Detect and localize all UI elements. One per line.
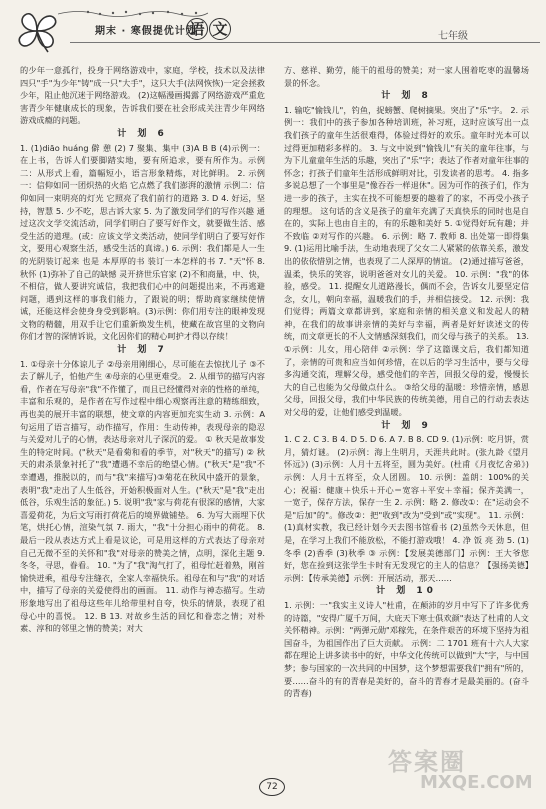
left-column	[20, 64, 265, 635]
header-divider	[70, 42, 540, 43]
answer-paragraph: 1. (1)diāo huáng 僻 憩 (2) 7 聚集、集中 (3)A B B (4)示例一：在上书，告诉人们要脚踏实地，要有所追求，要有所作为。示例二：从形式上看，篇幅短小，语言形象精炼，对比鲜明。 2. 示例一：信仰如同一团炽热的火焰 它点燃了我们澎湃的激情 示例二：信仰如同一束明亮的灯光 它照亮了我们前行的道路 3. D 4. 好运，坚持，智慧 5. 少不吃，思古诉大家 5. 为了激发同学们的写作兴趣 通过这次文学交流活动，同学们明白了要写好作文，就要做生活、感受生活的道理。(或：应该文学文类活动，使同学们明白了要写好作文，要用心观察生活，感受生活的真谛。) 6. 示例：我们都是人一生的光阴装订起来 也是 本厚厚的书 装订一本怎样的书 7. "天"怀 8. 秋怀 (1)弥补了自己的缺憾 灵开挤世乐官家 (2)不和商量，中、快，不相信，做人要讲究诚信，我把我们心中的问题提出来，不再逃避问题，遇到这样的事我们能力，了跟说的明；帮助商家继续使情诚，还能这样会使身身受到影响。(3)示例：你们用专注的眼神发现文物的精髓，用双手让它们重新焕发生机，使藏在故宫里的文物向你们才智的深情诉说，文化因你们的精心呵护才得以存续！	[20, 142, 265, 342]
section-heading: 计 划 10	[376, 586, 437, 597]
section-heading: 计 划 7	[117, 345, 168, 356]
answer-paragraph: 1. ①母亲十分体谅儿子 ②母亲用刚细心，尽可能在去惊扰儿子 ③不去了解儿子，怕他产生 ④母亲的心里更难受。 2. 从细节的描写内容看，作者在写母亲"我"不作懂了，而且已经懂得对亲的性格的单纯，丰富和乐观的，是作者在写作过程中细心观察再注意的精练细致，再也美的展开丰富的联想，使文章的内容更加充实生动 3. 示例：A句运用了语言描写，动作描写，作用：生动传神，表现母亲的隐忍与关爱对儿子的心情，表达母亲对儿子深沉的爱。 ① 秋天是故事发生的特定时间。("秋天"是看菊和看的季节，对"秋天"的描写) ② 秋天的肃杀景象衬托了"我"遭遇不幸后的绝望心情。("秋天"是"我"不幸遭遇，推脱以的，而与"我"来描写)③菊花在秋风中盛开的景象，表明"我"走出了人生低谷，开始积极面对人生。("秋天"是"我"走出低谷，乐观生活的象征。) 5. 说明"我"家与荷花有很深的感情，大家喜爱荷花，为后文写雨打荷花后的境界做铺垫。 6. 为写大雨埋下伏笔，烘托心情，渲染气氛 7. 雨大，"我"十分担心雨中的荷花。 8. 最后一段从表达方式上看是议论，可是用这样的方式表达了母亲对自己无微不至的关怀和"我"对母亲的赞美之情，点明，深化主题 9. 冬冬，寻思，眷看。 10. "为了"我"淘气打了，祖母忙赶着熟，刚首愉快迸乘，祖母专注缝衣，全家人幸福快乐。祖母在和与"我"的对话中，描写了母亲的关爱使得出的画面。 11. 动作与神态描写。生动形象地写出了祖母这些年儿给带里村自夸，快乐的情景，表现了祖母心中的喜悦。 12. B 13. 对故乡生活的回忆和眷恋之情；对朴素、淳和的邻里之情的赞美；对大	[20, 358, 265, 634]
answer-paragraph: 方、慈祥、勤劳，能干的祖母的赞美；对一家人围着吃枣的温馨场景的怀念。	[284, 65, 529, 88]
answer-paragraph: 1. 输吃"愉钱儿"，钓鱼，捉螃蟹、爬树摘果。突出了"乐"字。 2. 示例一：我们中的孩子参加各种培训班，补习班，这时应该写出一点我们孩子的童年生活很难得，体验过得好的欢乐。童年时光本可以过得更加精彩多样的。 3. 与文中说到"愉钱儿"有关的童年往事，与为下儿童童年生活的乐趣，突出了"乐"字；表达了作者对童年往事的怀念；打孩子们童年生活形成鲜明对比，引发读者的思考。 4. 指多多说总想了一个事里是"像吞吞一样退休"。因为可作的孩子们，作为进一步的孩子，主实在找不可能想要的趣着了的家，不再受小孩子的理想。 这句话的含义是孩子的童年充满了天真快乐的同时也是自在的，实际上也由自主的，有的乐趣和美好 5. ①觉得好玩有趣；并不致临 ②对写作的兴趣。 6. 示例：略 7. 教师 8. 出处第一即得集 9. (1)运用比喻手法，生动地表现了父女二人紧紧的依靠关系，激发出的依依惜别之情，也表现了二人深厚的情谊。 (2)通过描写爸爸，温柔，快乐的笑容，说明爸爸对女儿的关爱。 10. 示例："我"的体验，感受。 11. 提醒女儿道路漫长，偶而不会，告诉女儿要坚定信念，女儿，朝向幸福，温暖我们的手，并相信接受。 12. 示例：我们觉得；两篇文章都讲到，家庭和亲情的相关意义和发起人的精神，在我们的故事讲亲情的美好与幸福，两者是好好读述文的传统，而文章更长的不人文情感深刻我们，而父母与孩子的关系。 13. ①示例：儿女，用心陪伴 ②示例：学了这篇课文后，我们都知道了，亲情的可贵和应当如何珍惜，在以后的学习生活中，要与父母多沟通交流，理解父母，感受他们的辛苦，回报父母的爱，慢慢长大的自己也能为父母做点什么。 ③给父母的温暖：珍惜亲情，感恩父母，回报父母，我们中华民族的传统美德，用自己的行动去表达对父母的爱，让他们感受到温暖。	[284, 104, 529, 418]
clover-logo-icon	[12, 8, 62, 54]
section-heading: 计 划 6	[117, 128, 168, 139]
answer-paragraph: 1. C 2. C 3. B 4. D 5. D 6. A 7. B 8. CD 9. (1)示例：吃月饼，赏月，猜灯谜。 (2)示例：海上生明月，天涯共此时。(张九龄《望月怀远》) (3)示例：人月十五将至，圆为美好。(杜甫《月夜忆舍弟》) 示例：人月十五将至，众人团圆。 10. 示例：盖朗：100%的关心；祝福：健康＋快乐＋开心＝宽容＋平安＋幸福；保齐美满一，一宽子，保存方法，保存一生 2. 示例：略 2. 修改①：在"运动会不是"后加"的"。修改②：把"收到"改为"受到"或"实现"。 11. 示例：(1)真材实教，我已经计划今天去图书馆看书 (2)虽然今天休息，但是，在学习上我们不能放松，不能打游戏哦！ 4. 净 饭 亮 劲 5. (1)冬季 (2)香季 (3)秋季 ③ 示例：【发展美德部门】示例：王大爷您好，您在捡到这张学生卡时有无发现它的主人的信息？【强扬美德】示例：【传承美德】示例：开展活动，那天……	[284, 434, 529, 583]
watermark-url: MXQE.COM	[420, 772, 533, 793]
right-column	[284, 64, 529, 700]
subject-char-2: 文	[209, 18, 231, 40]
section-heading: 计 划 9	[381, 420, 432, 431]
page-number: 72	[259, 778, 285, 796]
watermark: 答案圈	[388, 748, 466, 776]
subject-char-1: 语	[186, 18, 208, 40]
page-header	[0, 0, 546, 58]
grade-label: 七年级	[438, 31, 468, 42]
answer-paragraph: 1. 示例：一"我实主义诗人"杜甫，在颠沛的岁月中写下了许多优秀的诗篇，"安得广厦千万间，大庇天下寒士俱欢颜"表达了杜甫的人文关怀精神。示例："两弹元勋"邓稼先，在条件艰苦的环境下坚持为祖国奋斗，为祖国作出了巨大贡献。 示例：二 1701 班有十六人大家都在理论上讲多读书中的好，中华文化传统可以做到"大"字，与中国梦；参与国家的一次共同的中国梦，这个梦想需要我们"拥有"所的，要……奋斗的有的青春是美好的，奋斗的青春才是最美丽的。(奋斗的青春)	[284, 599, 529, 699]
subject-badge	[186, 18, 232, 40]
decorative-dots-icon	[58, 8, 208, 18]
book-title: 期末 · 寒假提优计划	[95, 26, 197, 37]
answer-paragraph: 的少年一意孤行，投身于网络游戏中，家庭，学校，技术以及法律四只"手"为少年"铸"成一只"大手"，这只大手(法网恢恢)一定会拯救少年，阻止他沉迷于网络游戏。 (2)这幅漫画揭露了网络游戏严重危害青少年健康成长的现象，告诉我们要在社会形成关注青少年网络游戏成瘾的问题。	[20, 65, 265, 126]
section-heading: 计 划 8	[381, 91, 432, 102]
